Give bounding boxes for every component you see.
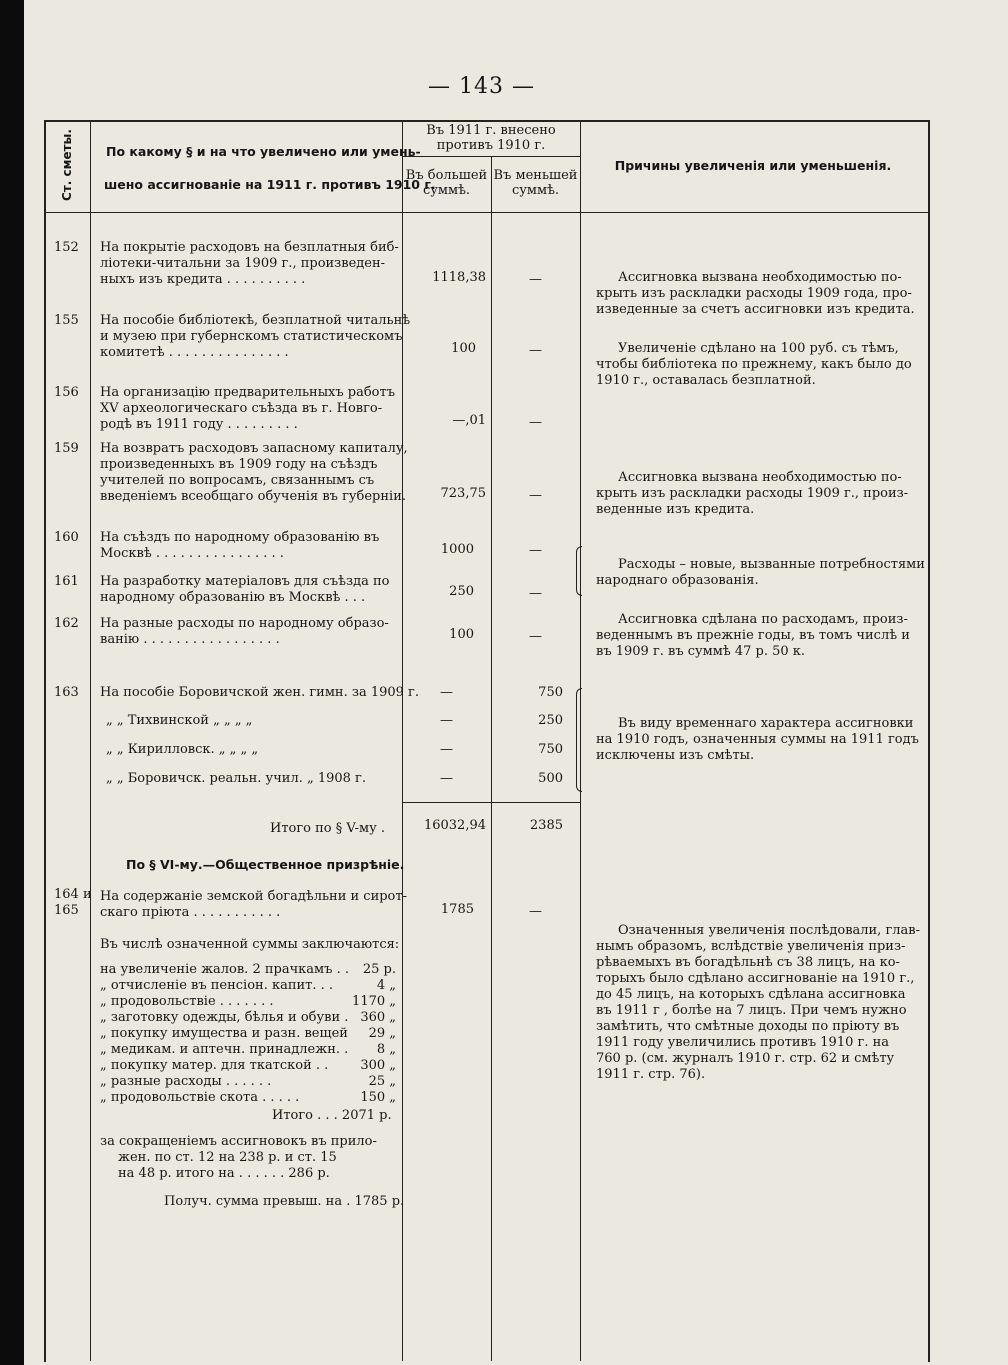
- reason-line: веденнымъ въ прежніе годы, въ томъ числѣ и: [596, 628, 910, 643]
- item-value: 300 „: [360, 1058, 396, 1073]
- row-more: 100: [451, 341, 476, 356]
- row-no-152: 152: [54, 240, 79, 255]
- row-less: —: [529, 543, 542, 558]
- page-number: — 143 —: [428, 74, 535, 99]
- row-desc: комитетѣ . . . . . . . . . . . . . . .: [100, 345, 289, 360]
- header-col-number: Ст. сметы.: [60, 129, 74, 201]
- row-desc: На пособіе библіотекѣ, безплатной читальнѣ: [100, 313, 411, 328]
- header-reasons: Причины увеличенія или уменьшенія.: [614, 158, 892, 173]
- row-desc: ныхъ изъ кредита . . . . . . . . . .: [100, 272, 306, 287]
- row-less: —: [529, 904, 542, 919]
- row-less: 750: [538, 685, 563, 700]
- reason-line: веденные изъ кредита.: [596, 502, 755, 517]
- received-sum: Получ. сумма превыш. на . 1785 р.: [164, 1194, 405, 1209]
- row-desc: скаго пріюта . . . . . . . . . . .: [100, 905, 281, 920]
- row-desc: ванію . . . . . . . . . . . . . . . . .: [100, 632, 280, 647]
- row-desc: и музею при губернскомъ статистическомъ: [100, 329, 403, 344]
- row-desc: На разработку матеріаловъ для съѣзда по: [100, 574, 390, 589]
- reason-line: замѣтить, что смѣтные доходы по пріюту въ: [596, 1019, 900, 1034]
- reason-line: Ассигновка вызвана необходимостью по-: [618, 270, 902, 285]
- row-desc: родѣ въ 1911 году . . . . . . . . .: [100, 417, 298, 432]
- reason-line: 1911 г. стр. 76).: [596, 1067, 706, 1082]
- row-no-155: 155: [54, 313, 79, 328]
- item-label: „ отчисленіе въ пенсіон. капит. . .: [100, 978, 334, 993]
- row-less: —: [529, 586, 542, 601]
- row-more: —,01: [452, 413, 486, 428]
- included-header: Въ числѣ означенной суммы заключаются:: [100, 937, 400, 952]
- row-desc: Москвѣ . . . . . . . . . . . . . . . .: [100, 546, 284, 561]
- item-value: 8 „: [376, 1042, 396, 1057]
- reduction-text: на 48 р. итого на . . . . . . 286 р.: [118, 1166, 330, 1181]
- reason-line: въ 1909 г. въ суммѣ 47 р. 50 к.: [596, 644, 806, 659]
- row-less: —: [529, 272, 542, 287]
- row-desc: На содержаніе земской богадѣльни и сирот-: [100, 889, 407, 904]
- row-no-164: 164 и: [54, 887, 92, 902]
- header-more-line1: Въ большей: [405, 168, 488, 183]
- reason-line: крыть изъ раскладки расходы 1909 г., произ-: [596, 486, 909, 501]
- row-no-161: 161: [54, 574, 79, 589]
- row-more: —: [440, 685, 453, 700]
- brace-left-163: [576, 688, 582, 792]
- row-more: 1000: [440, 542, 474, 557]
- sub-row-less: 750: [538, 742, 563, 757]
- item-value: 150 „: [360, 1090, 396, 1105]
- ledger-page: [24, 0, 1008, 1365]
- item-label: „ продовольствіе . . . . . . .: [100, 994, 274, 1009]
- row-no-156: 156: [54, 385, 79, 400]
- item-value: 360 „: [360, 1010, 396, 1025]
- header-desc-line1: По какому § и на что увеличено или умень-: [106, 144, 421, 159]
- reason-line: въ 1911 г , болѣе на 7 лицъ. При чемъ нужно: [596, 1003, 907, 1018]
- item-value: 29 „: [368, 1026, 396, 1041]
- row-desc: На съѣздъ по народному образованію въ: [100, 530, 380, 545]
- header-bottom-rule: [44, 212, 928, 213]
- row-desc: На покрытіе расходовъ на безплатныя биб-: [100, 240, 399, 255]
- reason-line: крыть изъ раскладки расходы 1909 года, про-: [596, 286, 912, 301]
- row-desc: На возвратъ расходовъ запасному капиталу,: [100, 441, 408, 456]
- row-desc: На организацію предварительныхъ работъ: [100, 385, 395, 400]
- row-less: —: [529, 488, 542, 503]
- item-value: 25 р.: [362, 962, 396, 977]
- item-value: 25 „: [368, 1074, 396, 1089]
- reason-line: торыхъ было сдѣлано ассигнованіе на 1910 г.,: [596, 971, 915, 986]
- total-rule: [402, 802, 580, 803]
- row-more: 723,75: [440, 486, 486, 501]
- total-v-less: 2385: [529, 818, 563, 833]
- reason-line: Означенныя увеличенія послѣдовали, глав-: [618, 923, 920, 938]
- sub-row-desc: „ „ Боровичск. реальн. учил. „ 1908 г.: [106, 771, 366, 786]
- total-v-more: 16032,94: [423, 818, 486, 833]
- reason-line: на 1910 годъ, означенныя суммы на 1911 годъ: [596, 732, 919, 747]
- row-desc: На разные расходы по народному образо-: [100, 616, 389, 631]
- sub-row-less: 500: [538, 771, 563, 786]
- reason-line: Въ виду временнаго характера ассигновки: [618, 716, 914, 731]
- sub-row-desc: „ „ Кирилловск. „ „ „ „: [106, 742, 259, 757]
- row-less: —: [529, 415, 542, 430]
- reason-line: изведенные за счетъ ассигновки изъ кредита.: [596, 302, 915, 317]
- header-desc-line2: шено ассигнованіе на 1911 г. противъ 1910 г.: [104, 177, 436, 192]
- row-no-165: 165: [54, 903, 79, 918]
- row-desc: учителей по вопросамъ, связаннымъ съ: [100, 473, 375, 488]
- row-no-159: 159: [54, 441, 79, 456]
- header-amount-line2: противъ 1910 г.: [436, 138, 546, 153]
- item-label: „ заготовку одежды, бѣлья и обуви .: [100, 1010, 349, 1025]
- item-label: на увеличеніе жалов. 2 прачкамъ . .: [100, 962, 349, 977]
- row-desc: ліотеки-читальни за 1909 г., произведен-: [100, 256, 386, 271]
- brace-left-160-161: [576, 546, 582, 596]
- section-vi-heading: По § VI-му.—Общественное призрѣніе.: [126, 857, 405, 872]
- item-label: „ покупку имущества и разн. вещей: [100, 1026, 348, 1041]
- header-less-line2: суммѣ.: [511, 183, 560, 198]
- header-less-line1: Въ меньшей: [493, 168, 578, 183]
- item-label: „ разные расходы . . . . . .: [100, 1074, 272, 1089]
- reason-line: исключены изъ смѣты.: [596, 748, 755, 763]
- row-more: 100: [449, 627, 474, 642]
- reason-line: Ассигновка вызвана необходимостью по-: [618, 470, 902, 485]
- items-total: Итого . . . 2071 р.: [272, 1108, 392, 1123]
- row-less: —: [529, 629, 542, 644]
- reason-line: 1910 г., оставалась безплатной.: [596, 373, 816, 388]
- header-amount-line1: Въ 1911 г. внесено: [426, 123, 556, 138]
- row-desc: народному образованію въ Москвѣ . . .: [100, 590, 366, 605]
- reason-line: нымъ образомъ, вслѣдствіе увеличенія приз-: [596, 939, 906, 954]
- row-desc: введеніемъ всеобщаго обученія въ губерніи.: [100, 489, 407, 504]
- reason-line: Ассигновка сдѣлана по расходамъ, произ-: [618, 612, 908, 627]
- row-less: —: [529, 343, 542, 358]
- reduction-text: за сокращеніемъ ассигновокъ въ прило-: [100, 1134, 377, 1149]
- reason-line: чтобы библіотека по прежнему, какъ было до: [596, 357, 912, 372]
- item-value: 1170 „: [352, 994, 396, 1009]
- col-rule-1: [90, 121, 91, 1361]
- row-no-163: 163: [54, 685, 79, 700]
- reason-line: Расходы – новые, вызванные потребностями: [618, 557, 925, 572]
- reason-line: 760 р. (см. журналъ 1910 г. стр. 62 и смѣту: [596, 1051, 895, 1066]
- row-more: 250: [449, 584, 474, 599]
- item-label: „ продовольствіе скота . . . . .: [100, 1090, 300, 1105]
- col-rule-2: [402, 121, 403, 1361]
- row-desc: XV археологическаго съѣзда въ г. Новго-: [100, 401, 383, 416]
- item-label: „ медикам. и аптечн. принадлежн. .: [100, 1042, 349, 1057]
- sub-row-more: —: [440, 771, 453, 786]
- sub-row-less: 250: [538, 713, 563, 728]
- sub-row-desc: „ „ Тихвинской „ „ „ „: [106, 713, 253, 728]
- row-no-162: 162: [54, 616, 79, 631]
- sub-row-more: —: [440, 742, 453, 757]
- col-rule-3: [491, 156, 492, 1361]
- reason-line: народнаго образованія.: [596, 573, 759, 588]
- reason-line: 1911 году увеличились противъ 1910 г. на: [596, 1035, 889, 1050]
- item-label: „ покупку матер. для ткатской . .: [100, 1058, 329, 1073]
- row-no-160: 160: [54, 530, 79, 545]
- reason-line: Увеличеніе сдѣлано на 100 руб. съ тѣмъ,: [618, 341, 899, 356]
- reason-line: до 45 лицъ, на которыхъ сдѣлана ассигновка: [596, 987, 906, 1002]
- sub-row-more: —: [440, 713, 453, 728]
- row-more: 1785: [440, 902, 474, 917]
- reduction-text: жен. по ст. 12 на 238 р. и ст. 15: [118, 1150, 337, 1165]
- item-value: 4 „: [376, 978, 396, 993]
- row-more: 1118,38: [432, 270, 486, 285]
- row-desc: На пособіе Боровичской жен. гимн. за 1909 г.: [100, 685, 419, 700]
- header-more-line2: суммѣ.: [422, 183, 471, 198]
- reason-line: рѣваемыхъ въ богадѣльнѣ съ 38 лицъ, на ко-: [596, 955, 900, 970]
- row-desc: произведенныхъ въ 1909 году на съѣздъ: [100, 457, 378, 472]
- total-v-label: Итого по § V-му .: [270, 821, 385, 836]
